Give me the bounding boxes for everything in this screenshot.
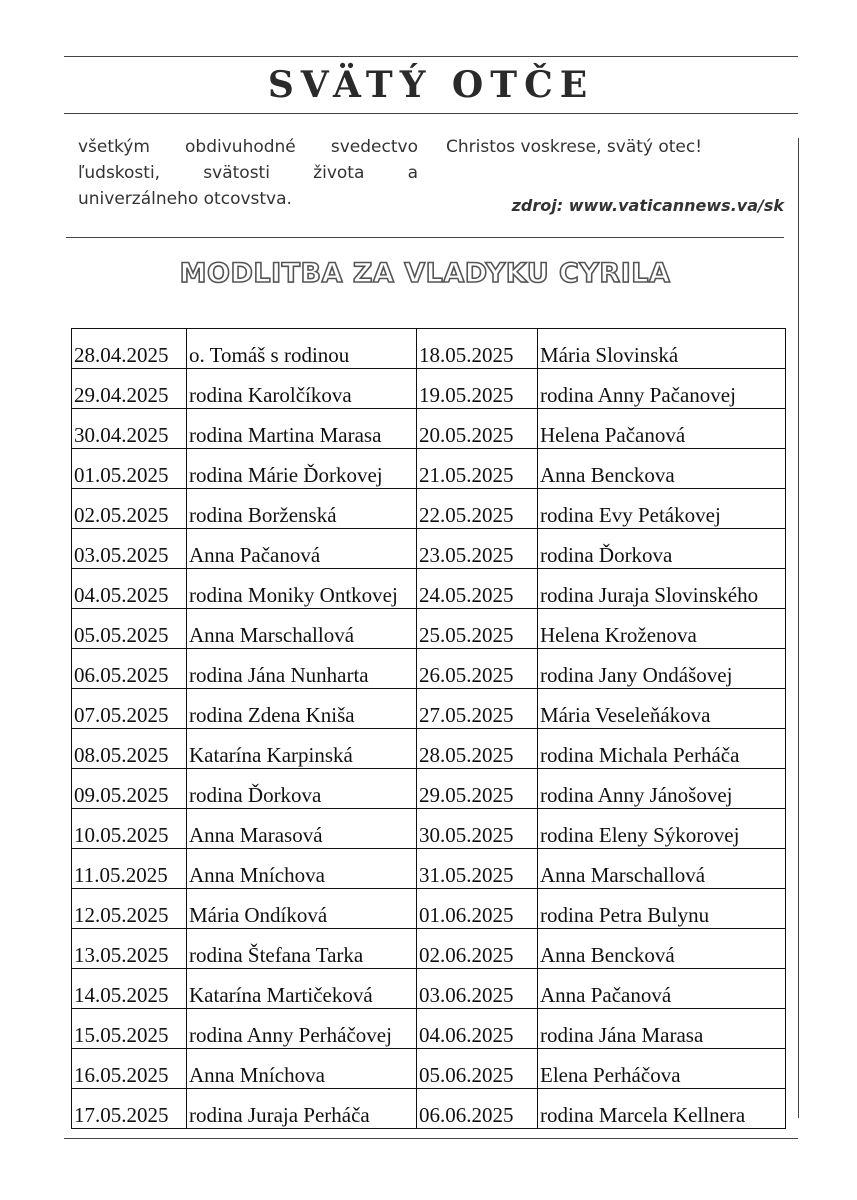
masthead-title: SVÄTÝ OTČE — [267, 64, 595, 106]
date-cell: 02.06.2025 — [417, 929, 538, 969]
name-cell: rodina Jany Ondášovej — [538, 649, 786, 689]
table-row — [72, 849, 786, 889]
name-cell: Mária Slovinská — [538, 329, 786, 369]
date-cell: 03.05.2025 — [72, 529, 187, 569]
name-cell: rodina Michala Perháča — [538, 729, 786, 769]
name-cell: rodina Moniky Ontkovej — [187, 569, 417, 609]
table-row — [72, 1089, 786, 1129]
name-cell: rodina Anny Jánošovej — [538, 769, 786, 809]
name-cell: Mária Ondíková — [187, 889, 417, 929]
name-cell: o. Tomáš s rodinou — [187, 329, 417, 369]
date-cell: 27.05.2025 — [417, 689, 538, 729]
name-cell: Elena Perháčova — [538, 1049, 786, 1089]
name-cell: rodina Juraja Perháča — [187, 1089, 417, 1129]
name-cell: Anna Pačanová — [187, 529, 417, 569]
name-cell: rodina Márie Ďorkovej — [187, 449, 417, 489]
table-row — [72, 809, 786, 849]
date-cell: 18.05.2025 — [417, 329, 538, 369]
intro-right-text: Christos voskrese, svätý otec! — [446, 137, 703, 157]
table-row — [72, 889, 786, 929]
date-cell: 08.05.2025 — [72, 729, 187, 769]
date-cell: 01.06.2025 — [417, 889, 538, 929]
intro-left-text: všetkým obdivuhodné svedectvo ľudskosti, svätosti života a univerzálneho otcovstva. — [78, 137, 418, 209]
bottom-rule — [64, 1138, 798, 1139]
date-cell: 14.05.2025 — [72, 969, 187, 1009]
table-row — [72, 1009, 786, 1049]
name-cell: rodina Borženská — [187, 489, 417, 529]
date-cell: 04.06.2025 — [417, 1009, 538, 1049]
table-row — [72, 689, 786, 729]
date-cell: 19.05.2025 — [417, 369, 538, 409]
table-row — [72, 769, 786, 809]
name-cell: Anna Marschallová — [187, 609, 417, 649]
date-cell: 25.05.2025 — [417, 609, 538, 649]
table-row — [72, 609, 786, 649]
date-cell: 28.04.2025 — [72, 329, 187, 369]
name-cell: Katarína Karpinská — [187, 729, 417, 769]
date-cell: 02.05.2025 — [72, 489, 187, 529]
date-cell: 23.05.2025 — [417, 529, 538, 569]
top-rule — [64, 56, 798, 57]
table-row — [72, 369, 786, 409]
name-cell: Mária Veseleňákova — [538, 689, 786, 729]
name-cell: Helena Kroženova — [538, 609, 786, 649]
name-cell: rodina Anny Pačanovej — [538, 369, 786, 409]
table-row — [72, 409, 786, 449]
date-cell: 29.04.2025 — [72, 369, 187, 409]
name-cell: Anna Marasová — [187, 809, 417, 849]
date-cell: 30.04.2025 — [72, 409, 187, 449]
name-cell: rodina Evy Petákovej — [538, 489, 786, 529]
date-cell: 31.05.2025 — [417, 849, 538, 889]
name-cell: rodina Marcela Kellnera — [538, 1089, 786, 1129]
date-cell: 06.06.2025 — [417, 1089, 538, 1129]
masthead-rule — [64, 113, 798, 114]
name-cell: rodina Štefana Tarka — [187, 929, 417, 969]
table-row — [72, 489, 786, 529]
name-cell: rodina Jána Marasa — [538, 1009, 786, 1049]
date-cell: 29.05.2025 — [417, 769, 538, 809]
date-cell: 15.05.2025 — [72, 1009, 187, 1049]
name-cell: Anna Benckova — [538, 449, 786, 489]
date-cell: 06.05.2025 — [72, 649, 187, 689]
table-row — [72, 969, 786, 1009]
name-cell: Anna Marschallová — [538, 849, 786, 889]
date-cell: 09.05.2025 — [72, 769, 187, 809]
date-cell: 12.05.2025 — [72, 889, 187, 929]
source-credit: zdroj: www.vaticannews.va/sk — [511, 196, 784, 215]
table-row — [72, 529, 786, 569]
schedule-body — [72, 329, 786, 1129]
name-cell: Anna Bencková — [538, 929, 786, 969]
date-cell: 05.05.2025 — [72, 609, 187, 649]
table-row — [72, 1049, 786, 1089]
date-cell: 21.05.2025 — [417, 449, 538, 489]
table-row — [72, 449, 786, 489]
date-cell: 10.05.2025 — [72, 809, 187, 849]
name-cell: rodina Ďorkova — [538, 529, 786, 569]
column-divider — [798, 138, 799, 1118]
date-cell: 17.05.2025 — [72, 1089, 187, 1129]
name-cell: rodina Eleny Sýkorovej — [538, 809, 786, 849]
date-cell: 22.05.2025 — [417, 489, 538, 529]
section-rule — [66, 237, 784, 238]
name-cell: rodina Juraja Slovinského — [538, 569, 786, 609]
date-cell: 24.05.2025 — [417, 569, 538, 609]
date-cell: 01.05.2025 — [72, 449, 187, 489]
name-cell: rodina Zdena Kniša — [187, 689, 417, 729]
table-row — [72, 569, 786, 609]
table-row — [72, 329, 786, 369]
prayer-schedule-table — [71, 328, 786, 1129]
date-cell: 13.05.2025 — [72, 929, 187, 969]
table-row — [72, 929, 786, 969]
date-cell: 30.05.2025 — [417, 809, 538, 849]
name-cell: rodina Ďorkova — [187, 769, 417, 809]
name-cell: rodina Jána Nunharta — [187, 649, 417, 689]
name-cell: Anna Mníchova — [187, 1049, 417, 1089]
section-title: MODLITBA ZA VLADYKU CYRILA — [179, 258, 671, 289]
date-cell: 16.05.2025 — [72, 1049, 187, 1089]
date-cell: 26.05.2025 — [417, 649, 538, 689]
date-cell: 11.05.2025 — [72, 849, 187, 889]
name-cell: rodina Martina Marasa — [187, 409, 417, 449]
name-cell: rodina Anny Perháčovej — [187, 1009, 417, 1049]
table-row — [72, 729, 786, 769]
date-cell: 03.06.2025 — [417, 969, 538, 1009]
name-cell: Katarína Martičeková — [187, 969, 417, 1009]
date-cell: 07.05.2025 — [72, 689, 187, 729]
name-cell: Anna Mníchova — [187, 849, 417, 889]
name-cell: Helena Pačanová — [538, 409, 786, 449]
name-cell: rodina Karolčíkova — [187, 369, 417, 409]
date-cell: 20.05.2025 — [417, 409, 538, 449]
date-cell: 04.05.2025 — [72, 569, 187, 609]
name-cell: Anna Pačanová — [538, 969, 786, 1009]
table-row — [72, 649, 786, 689]
date-cell: 05.06.2025 — [417, 1049, 538, 1089]
date-cell: 28.05.2025 — [417, 729, 538, 769]
name-cell: rodina Petra Bulynu — [538, 889, 786, 929]
